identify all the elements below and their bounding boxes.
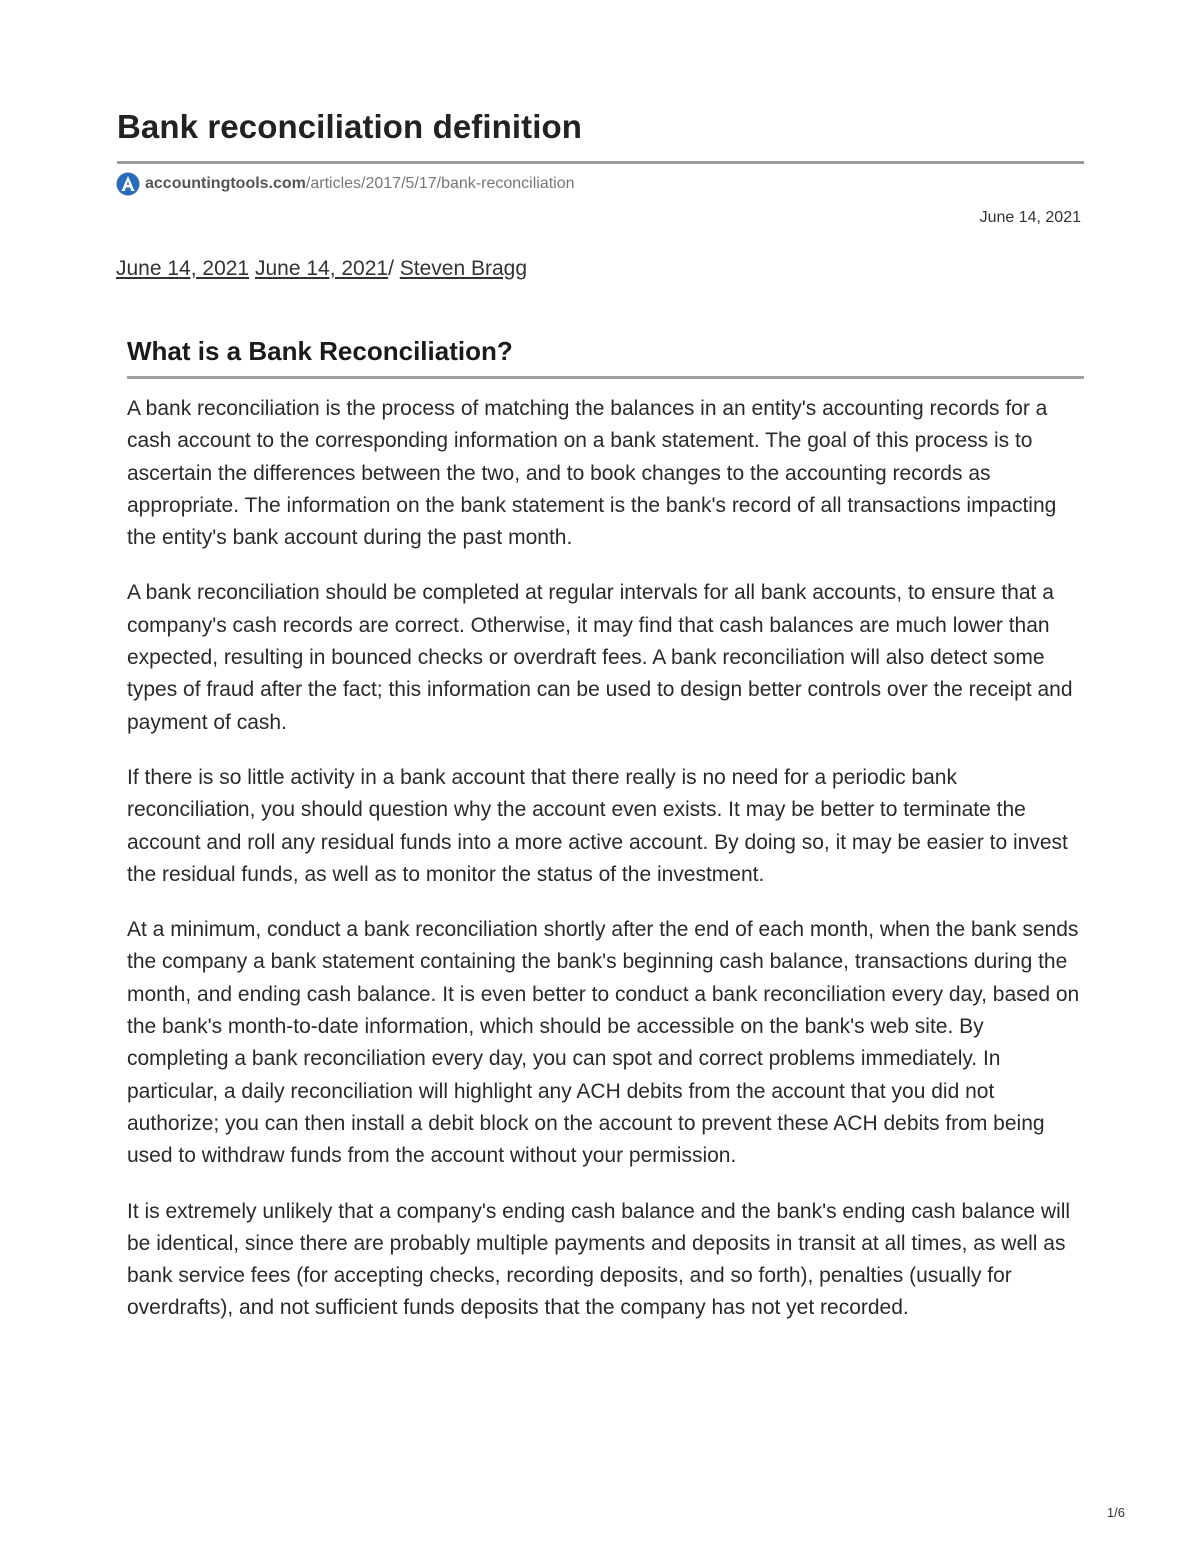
accountingtools-logo-icon xyxy=(116,172,140,196)
date-link[interactable]: June 14, 2021 xyxy=(254,257,389,280)
source-url[interactable] xyxy=(116,171,575,197)
title-divider xyxy=(117,161,1084,164)
source-domain: accountingtools.com xyxy=(145,175,306,192)
document-date: June 14, 2021 xyxy=(979,209,1081,226)
section-heading: What is a Bank Reconciliation? xyxy=(127,336,513,366)
paragraph: It is extremely unlikely that a company's ending cash balance and the bank's ending cash balance will be identical, since there are probably multiple payments and deposits in transit at all times, as well as bank service fees (for accepting checks, recording deposits, and so forth), penalties (usually for overdrafts), and not sufficient funds deposits that the company has not yet recorded. xyxy=(127,1199,1071,1320)
page-title: Bank reconciliation definition xyxy=(117,108,583,145)
paragraph: If there is so little activity in a bank account that there really is no need for a periodic bank reconciliation, you should question why the account even exists. It may be better to terminate the account and roll any residual funds into a more active account. By doing so, it may be easier to invest the residual funds, as well as to monitor the status of the investment. xyxy=(127,765,1068,886)
source-path: /articles/2017/5/17/bank-reconciliation xyxy=(305,175,575,192)
article-body xyxy=(127,336,1084,1325)
date-link[interactable]: June 14, 2021 xyxy=(116,257,250,280)
paragraph: At a minimum, conduct a bank reconciliation shortly after the end of each month, when the bank sends the company a bank statement containing the bank's beginning cash balance, transactions during the month, and ending cash balance. It is even better to conduct a bank reconciliation every day, based on the bank's month-to-date information, which should be accessible on the bank's web site. By completing a bank reconciliation every day, you can spot and correct problems immediately. In particular, a daily reconciliation will highlight any ACH debits from the account that you did not authorize; you can then install a debit block on the account to prevent these ACH debits from being used to withdraw funds from the account without your permission. xyxy=(127,918,1080,1168)
page-number: 1/6 xyxy=(1106,1505,1125,1520)
author-link[interactable]: Steven Bragg xyxy=(399,257,528,280)
paragraph: A bank reconciliation should be completed at regular intervals for all bank accounts, to ensure that a company's cash records are correct. Otherwise, it may find that cash balances are much lower than expected, resulting in bounced checks or overdraft fees. A bank reconciliation will also detect some types of fraud after the fact; this information can be used to design better controls over the receipt and payment of cash. xyxy=(127,581,1073,734)
meta-separator: / xyxy=(388,257,400,280)
paragraph: A bank reconciliation is the process of matching the balances in an entity's accounting records for a cash account to the corresponding information on a bank statement. The goal of this process is to ascertain the differences between the two, and to book changes to the accounting records as appropriate. The information on the bank statement is the bank's record of all transactions impacting the entity's bank account during the past month. xyxy=(127,397,1057,550)
post-meta xyxy=(116,257,527,281)
section-divider xyxy=(127,376,1084,379)
